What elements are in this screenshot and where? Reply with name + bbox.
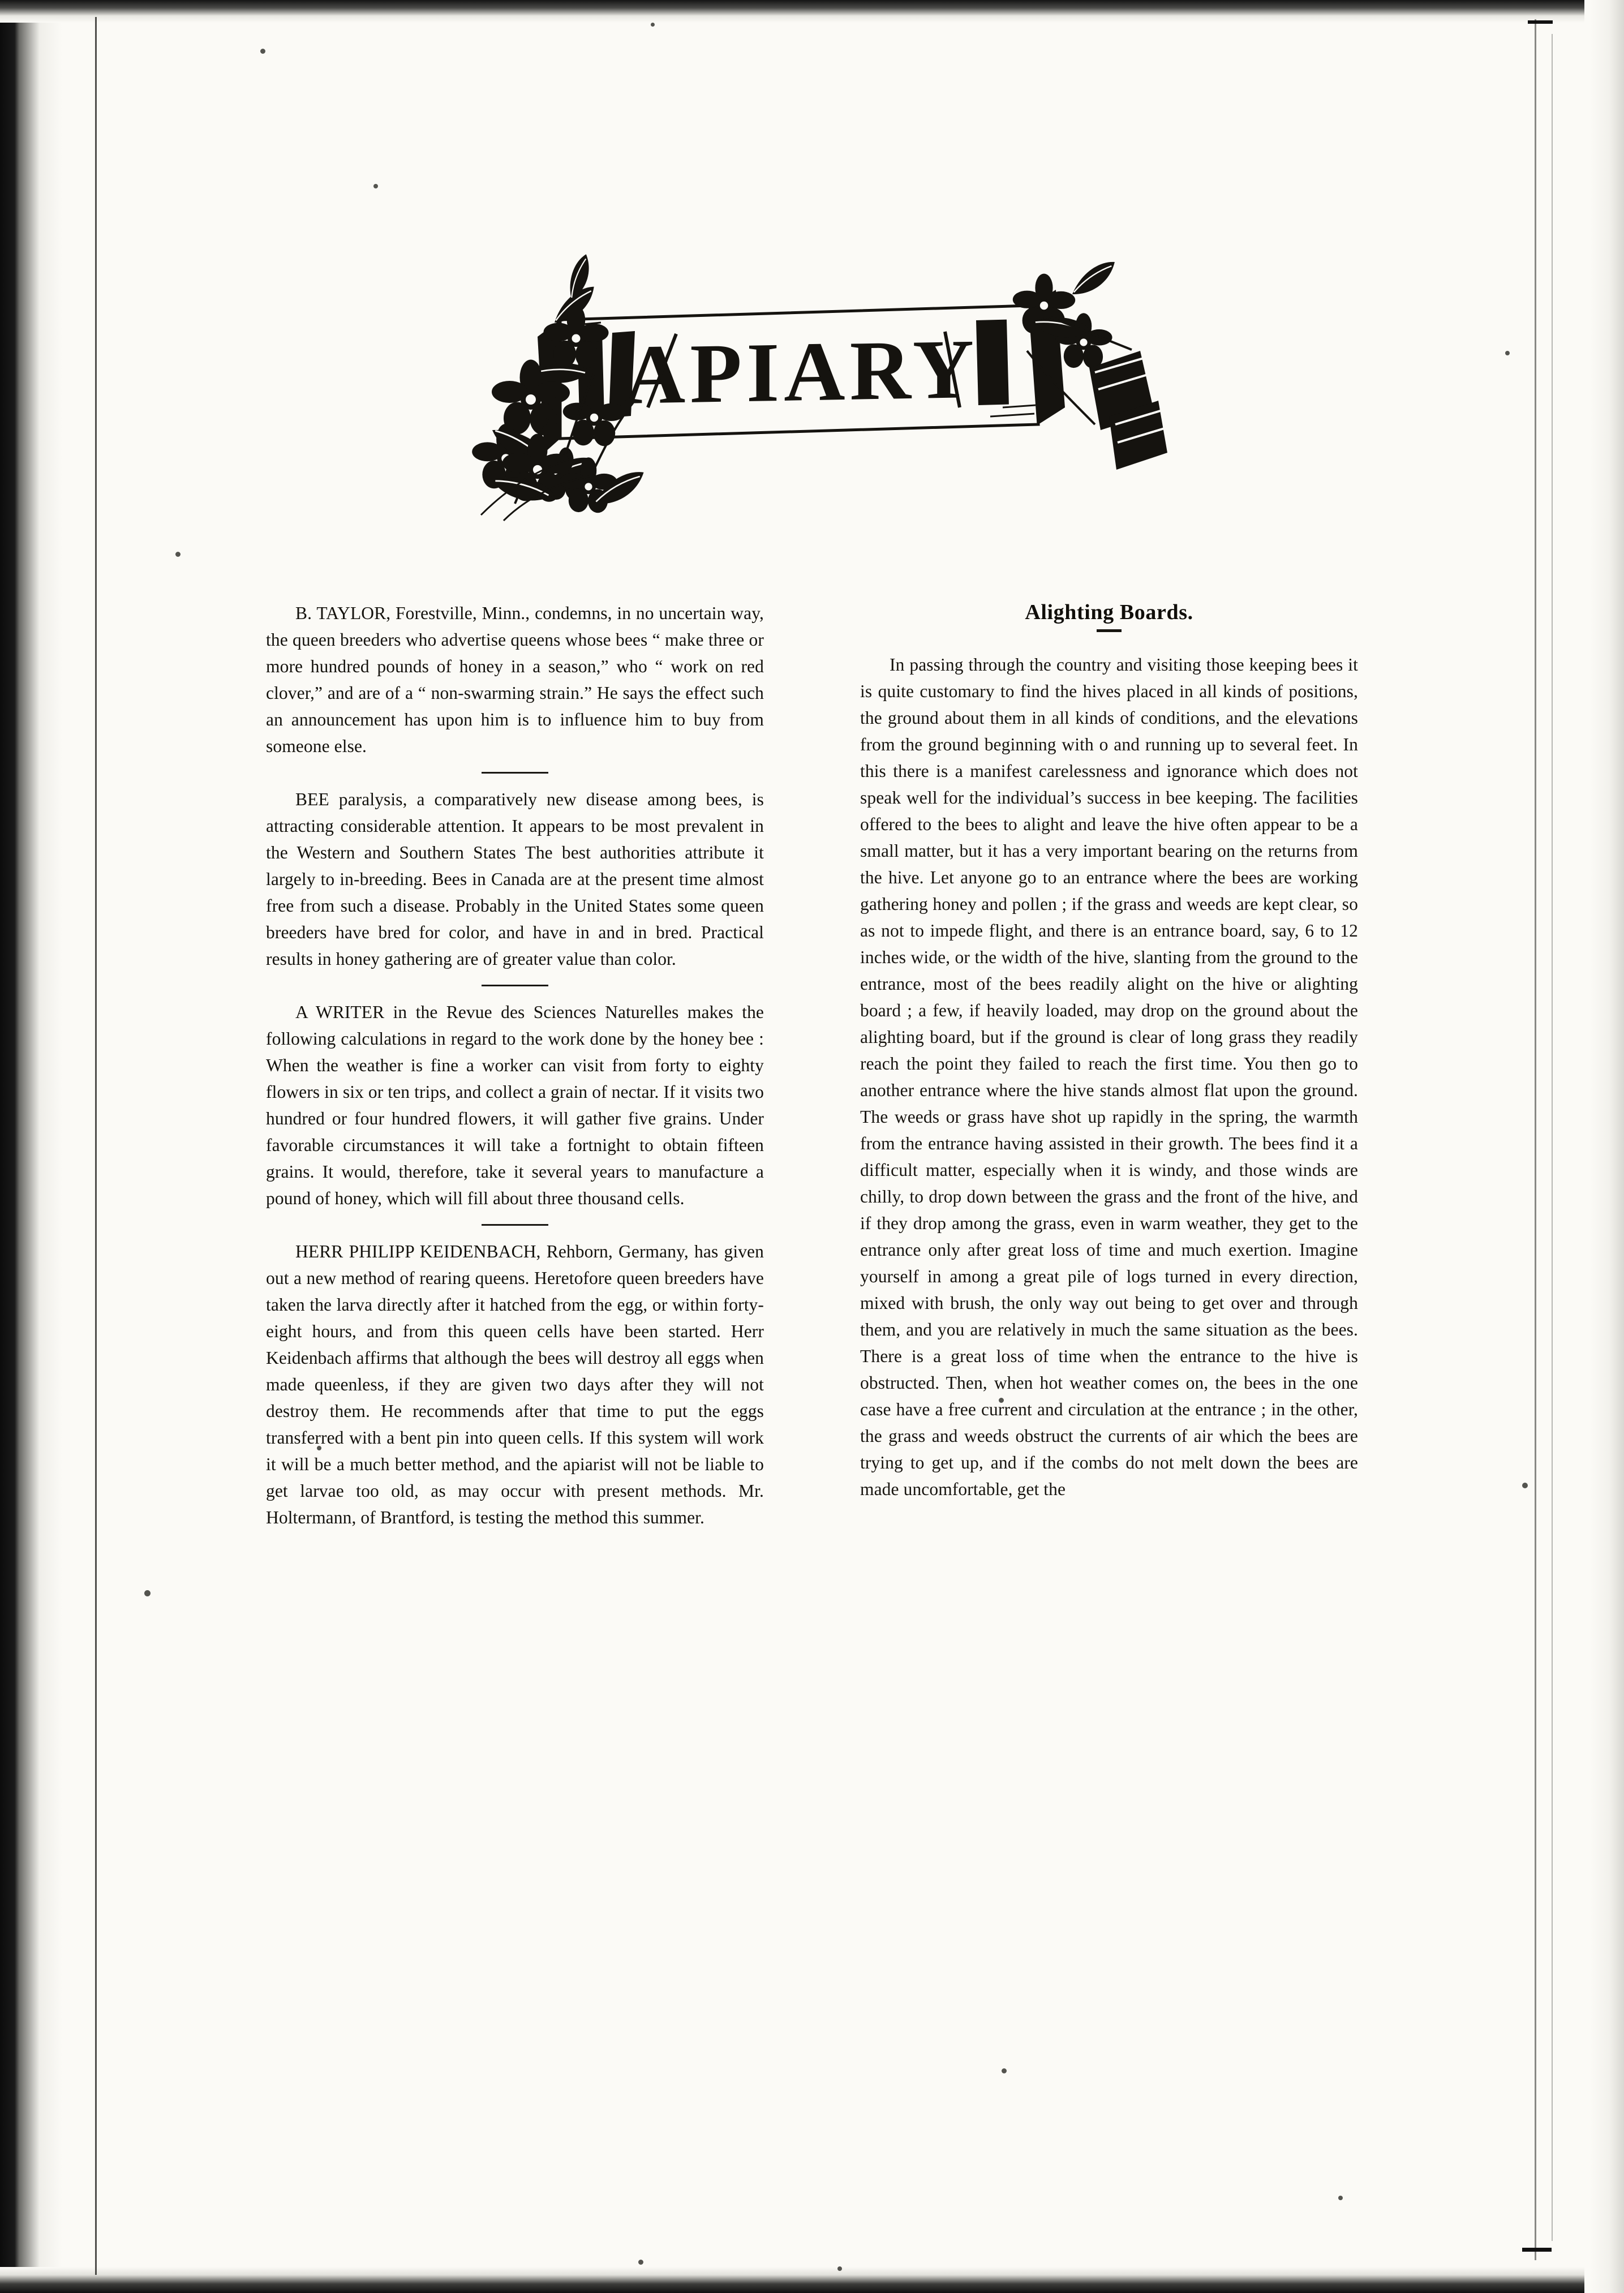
- scan-speck: [837, 2266, 842, 2271]
- scan-speck: [260, 49, 265, 54]
- svg-text:APIARY: APIARY: [624, 321, 978, 422]
- scan-speck: [175, 552, 181, 557]
- scan-speck: [638, 2260, 643, 2265]
- scan-speck: [1002, 2068, 1007, 2073]
- scan-edge-left: [0, 0, 85, 2293]
- scan-speck: [651, 23, 655, 27]
- paragraph: BEE paralysis, a comparatively new disease among bees, is attracting considerable attention. It appears to be most prevalent in the Western and Southern States The best authorities attribute it largely to in-breeding. Bees in Canada are at the present time almost free from such a disease. Probably in the United States some queen breeders have bred for color, and have in and in bred. Practical results in honey gathering are of greater value than color.: [266, 789, 764, 969]
- right-text-column: [860, 600, 1358, 1531]
- scan-speck: [1505, 351, 1510, 355]
- scan-edge-bottom: [0, 2267, 1624, 2293]
- body-columns: [266, 600, 1358, 1531]
- scan-edge-right: [1584, 0, 1624, 2293]
- article-heading: Alighting Boards.: [1025, 600, 1193, 624]
- scan-speck: [373, 184, 378, 188]
- scan-speck: [1522, 1483, 1528, 1488]
- paragraph-divider: [482, 985, 548, 986]
- left-text-column: [266, 600, 764, 1531]
- page-border-rule-right-outer: [1552, 34, 1553, 2241]
- corner-mark-top-right: [1528, 20, 1553, 24]
- paragraph-divider: [482, 1224, 548, 1226]
- corner-mark-bottom-right: [1522, 2248, 1552, 2252]
- scan-edge-top: [0, 0, 1624, 23]
- paragraph: A WRITER in the Revue des Sciences Naturelles makes the following calculations in regard to the work done by the honey bee : When the weather is fine a worker can visit from forty to eighty flowers in six or ten trips, and collect a grain of nectar. If it visits two hundred or four hundred flowers, it will gather five grains. Under favorable circumstances it will take a fortnight to obtain fifteen grains. It would, therefore, take it several years to manufacture a pound of honey, which will fill about three thousand cells.: [266, 1002, 764, 1208]
- paragraph: In passing through the country and visiting those keeping bees it is quite customary to find the hives placed in all kinds of positions, the ground about them in all kinds of conditions, and the elevations from the ground beginning with o and running up to several feet. In this there is a manifest carelessness and ignorance which does not speak well for the individual’s success in bee keeping. The facilities offered to the bees to alight and leave the hive often appear to be a small matter, but it has a very important bearing on the returns from the hive. Let anyone go to an entrance where the bees are working gathering honey and pollen ; if the grass and weeds are kept clear, so as not to impede flight, and there is an entrance board, say, 6 to 12 inches wide, or the width of the hive, slanting from the ground to the entrance, most of the bees readily alight on the hive or alighting board ; a few, if heavily loaded, may drop on the ground about the alighting board, but if the ground is clear of long grass they readily reach the point they failed to reach the first time. You then go to another entrance where the hive stands almost flat upon the ground. The weeds or grass have shot up rapidly in the spring, the warmth from the entrance having assisted in their growth. The bees find it a difficult matter, especially when it is windy, and those winds are chilly, to drop down between the grass and the front of the hive, and if they drop among the grass, even in warm weather, they get to the entrance only after great loss of time and much exertion. Imagine yourself in among a great pile of logs turned in every direction, mixed with brush, the only way out being to get over and through them, and you are relatively in much the same situation as the bees. There is a great loss of time when the entrance to the hive is obstructed. Then, when hot weather comes on, the bees in the one case have a free current and circulation at the entrance ; in the other, the grass and weeds obstruct the currents of air which the bees are trying to get up, and if the combs do not melt down the bees are made uncomfortable, get the: [860, 655, 1358, 1499]
- paragraph: HERR PHILIPP KEIDENBACH, Rehborn, Germany, has given out a new method of rearing queens. Heretofore queen breeders have taken the larva directly after it hatched from the egg, or within forty-eight hours, and from this queen cells have been started. Herr Keidenbach affirms that although the bees will destroy all eggs when made queenless, if they are given two days after they will not destroy them. He recommends after that time to put the eggs transferred with a bent pin into queen cells. If this system will work it will be a much better method, and the apiarist will not be liable to get larvae too old, as may occur with present methods. Mr. Holtermann, of Brantford, is testing the method this summer.: [266, 1242, 764, 1527]
- paragraph-divider: [482, 772, 548, 774]
- scan-speck: [144, 1590, 151, 1596]
- masthead-apiary-banner: [390, 221, 1183, 543]
- paragraph: B. TAYLOR, Forestville, Minn., condemns, in no uncertain way, the queen breeders who advertise queens whose bees “ make three or more hundred pounds of honey in a season,” who “ work on red clover,” and are of a “ non-swarming strain.” He says the effect such an announcement has upon him is to influence him to buy from someone else.: [266, 603, 764, 756]
- page-border-rule-right: [1535, 19, 1536, 2260]
- heading-rule: [1097, 629, 1122, 632]
- page-border-rule-left: [95, 17, 97, 2275]
- scan-speck: [1338, 2196, 1343, 2200]
